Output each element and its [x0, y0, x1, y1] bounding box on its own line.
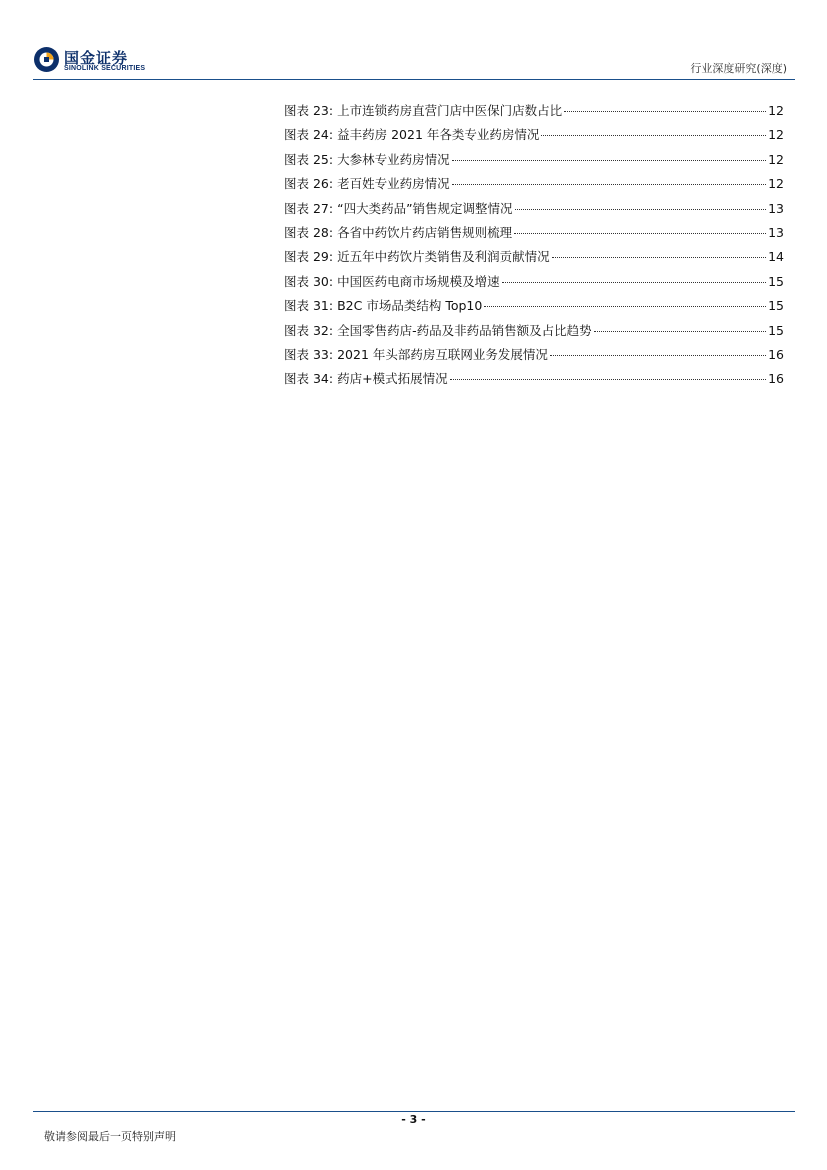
toc-entry-title: 全国零售药店-药品及非药品销售额及占比趋势: [337, 322, 592, 338]
toc-entry[interactable]: [284, 272, 784, 296]
toc-entry-label: 图表 31: [284, 298, 329, 314]
report-type: 行业深度研究(深度): [690, 62, 787, 75]
toc-entry-page: 14: [768, 249, 784, 265]
toc-entry-page: 16: [768, 346, 784, 362]
toc-entry-colon: :: [328, 103, 334, 118]
toc-entry[interactable]: [284, 369, 784, 393]
toc-entry-colon: :: [328, 224, 334, 240]
toc-entry-page: 13: [768, 200, 784, 216]
toc-entry-page: 12: [768, 127, 784, 143]
toc-entry-page: 12: [768, 176, 784, 192]
toc-entry-label: 图表 28: [284, 224, 329, 240]
toc-dot-leader: [564, 111, 766, 112]
toc-entry-page: 12: [768, 151, 784, 167]
toc-entry-label: 图表 32: [284, 322, 329, 338]
toc-entry[interactable]: [284, 174, 784, 198]
toc-entry[interactable]: [284, 296, 784, 320]
toc-entry-colon: :: [328, 200, 334, 216]
toc-entry[interactable]: [284, 125, 784, 149]
toc-entry-label: 图表 24: [284, 127, 329, 143]
toc-dot-leader: [502, 282, 766, 283]
toc-entry-label: 图表 27: [284, 200, 329, 216]
toc-entry[interactable]: [284, 199, 784, 223]
toc-entry-label: 图表 25: [284, 151, 329, 167]
footer-disclaimer: 敬请参阅最后一页特别声明: [44, 1130, 176, 1143]
page-number: - 3 -: [401, 1113, 426, 1126]
toc-entry-title: 各省中药饮片药店销售规则梳理: [337, 224, 513, 240]
toc-entry-page: 15: [768, 298, 784, 314]
logo-english-name: SINOLINK SECURITIES: [64, 65, 146, 72]
toc-entry-label: 图表 29: [284, 249, 329, 265]
toc-entry-page: 15: [768, 273, 784, 289]
toc-entry-title: 中国医药电商市场规模及增速: [337, 273, 500, 289]
toc-entry-title: 上市连锁药房直营门店中医保门店数占比: [337, 103, 563, 118]
toc-dot-leader: [541, 135, 766, 136]
toc-entry-colon: :: [328, 322, 334, 338]
toc-entry-page: 15: [768, 322, 784, 338]
toc-entry-page: 16: [768, 371, 784, 387]
toc-entry-title: 药店+模式拓展情况: [337, 371, 448, 387]
toc-dot-leader: [552, 257, 766, 258]
page-header: [0, 0, 827, 80]
toc-entry[interactable]: [284, 321, 784, 345]
toc-entry-title: 近五年中药饮片类销售及利润贡献情况: [337, 249, 550, 265]
toc-entry-label: 图表 33: [284, 346, 329, 362]
toc-entry-colon: :: [328, 176, 334, 192]
figure-list: [284, 101, 784, 394]
toc-entry-title: 2021 年头部药房互联网业务发展情况: [337, 346, 548, 362]
toc-entry-title: 大参林专业药房情况: [337, 151, 450, 167]
toc-entry-label: 图表 23: [284, 103, 329, 118]
logo-chinese-name: 国金证券: [64, 49, 129, 67]
toc-entry[interactable]: [284, 101, 784, 125]
toc-entry[interactable]: [284, 247, 784, 271]
toc-entry-title: “四大类药品”销售规定调整情况: [337, 200, 513, 216]
toc-entry-title: 老百姓专业药房情况: [337, 176, 450, 192]
toc-entry-colon: :: [328, 371, 334, 387]
toc-dot-leader: [452, 160, 766, 161]
toc-entry-label: 图表 30: [284, 273, 329, 289]
toc-dot-leader: [550, 355, 766, 356]
toc-dot-leader: [515, 209, 767, 210]
toc-entry[interactable]: [284, 223, 784, 247]
header-divider: [33, 79, 795, 80]
toc-entry-colon: :: [328, 346, 334, 362]
toc-entry-colon: :: [328, 273, 334, 289]
footer-divider: [33, 1111, 795, 1112]
toc-dot-leader: [450, 379, 767, 380]
toc-entry-colon: :: [328, 249, 334, 265]
toc-entry-title: 益丰药房 2021 年各类专业药房情况: [337, 127, 540, 143]
toc-entry[interactable]: [284, 345, 784, 369]
toc-entry-colon: :: [328, 151, 334, 167]
toc-dot-leader: [514, 233, 766, 234]
toc-dot-leader: [594, 331, 766, 332]
toc-entry-colon: :: [328, 127, 334, 143]
toc-entry-title: B2C 市场品类结构 Top10: [337, 298, 483, 314]
logo-mark-icon: [33, 46, 60, 73]
toc-entry-label: 图表 26: [284, 176, 329, 192]
toc-entry-page: 13: [768, 224, 784, 240]
toc-entry-colon: :: [328, 298, 334, 314]
toc-dot-leader: [484, 306, 766, 307]
toc-entry-page: 12: [768, 103, 784, 118]
toc-dot-leader: [452, 184, 766, 185]
company-logo[interactable]: [33, 46, 173, 78]
toc-entry[interactable]: [284, 150, 784, 174]
toc-entry-label: 图表 34: [284, 371, 329, 387]
